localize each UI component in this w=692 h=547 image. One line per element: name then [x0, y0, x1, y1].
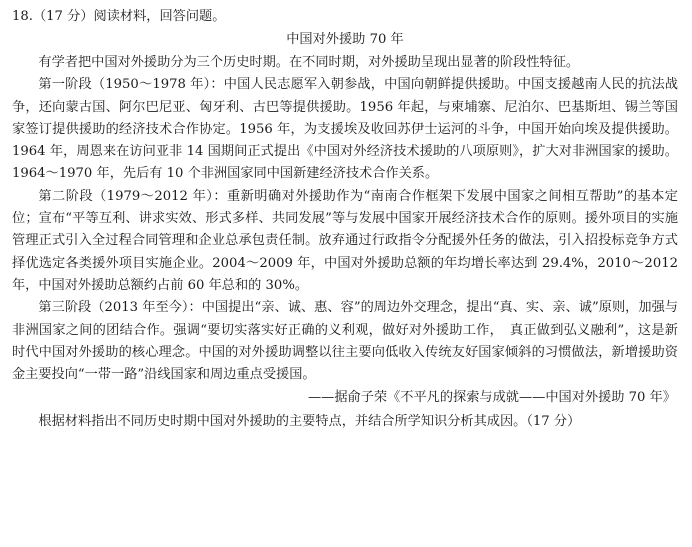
material-title: 中国对外援助 70 年 — [286, 32, 404, 47]
material-source: ——据俞子荣《不平凡的探索与成就——中国对外援助 70 年》 — [307, 390, 676, 406]
paragraph-stage-2: 第二阶段（1979～2012 年）：重新明确对外援助作为“南南合作框架下发展中国家之间相互帮助”的基本定位；宣布“平等互利、讲求实效、形式多样、共同发展”等与发展中国家开展经济技术合作的原则。援外项目的实施管理正式引入全过程合同管理和企业总承包责任制。放弃通过行政指令分配援外任务的做法，引入招投标竞争方式择优选定各类援外项目实施企业。2004～2009 年，中国对外援助总额的年均增长率达到 29.4%，2010～2012 年，中国对外援助总额约占前 60 年总和的 30%。 — [12, 188, 678, 293]
question-prompt: 根据材料指出不同历史时期中国对外援助的主要特点，并结合所学知识分析其成因。（17 分） — [38, 414, 581, 430]
paragraph-intro: 有学者把中国对外援助分为三个历史时期。在不同时期，对外援助呈现出显著的阶段性特征。 — [38, 55, 580, 70]
question-header: 18.（17 分）阅读材料，回答问题。 — [12, 9, 226, 24]
paragraph-stage-3: 第三阶段（2013 年至今）：中国提出“亲、诚、惠、容”的周边外交理念，提出“真、实、亲、诚”原则，加强与非洲国家之间的团结合作。强调“要切实落实好正确的义利观，做好对外援助工作， 真正做到弘义融利”，这是新时代中国对外援助的核心理念。中国的对外援助调整以往主要向低收入传统友好国家倾斜的习惯做法，新增援助资金主要投向“一带一路”沿线国家和周边重点受援国。 — [12, 300, 678, 383]
paragraph-stage-1: 第一阶段（1950～1978 年）：中国人民志愿军入朝参战，中国向朝鲜提供援助。中国支援越南人民的抗法战争，还向蒙古国、阿尔巴尼亚、匈牙利、古巴等提供援助。1956 年起，与柬埔寨、尼泊尔、巴基斯坦、锡兰等国家签订提供援助的经济技术合作协定。1956 年，为支援埃及收回苏伊士运河的斗争，中国开始向埃及提供援助。1964 年，周恩来在访问亚非 14 国期间正式提出《中国对外经济技术援助的八项原则》，扩大对非洲国家的援助。1964～1970 年，先后有 10 个非洲国家同中国新建经济技术合作关系。 — [12, 77, 678, 182]
